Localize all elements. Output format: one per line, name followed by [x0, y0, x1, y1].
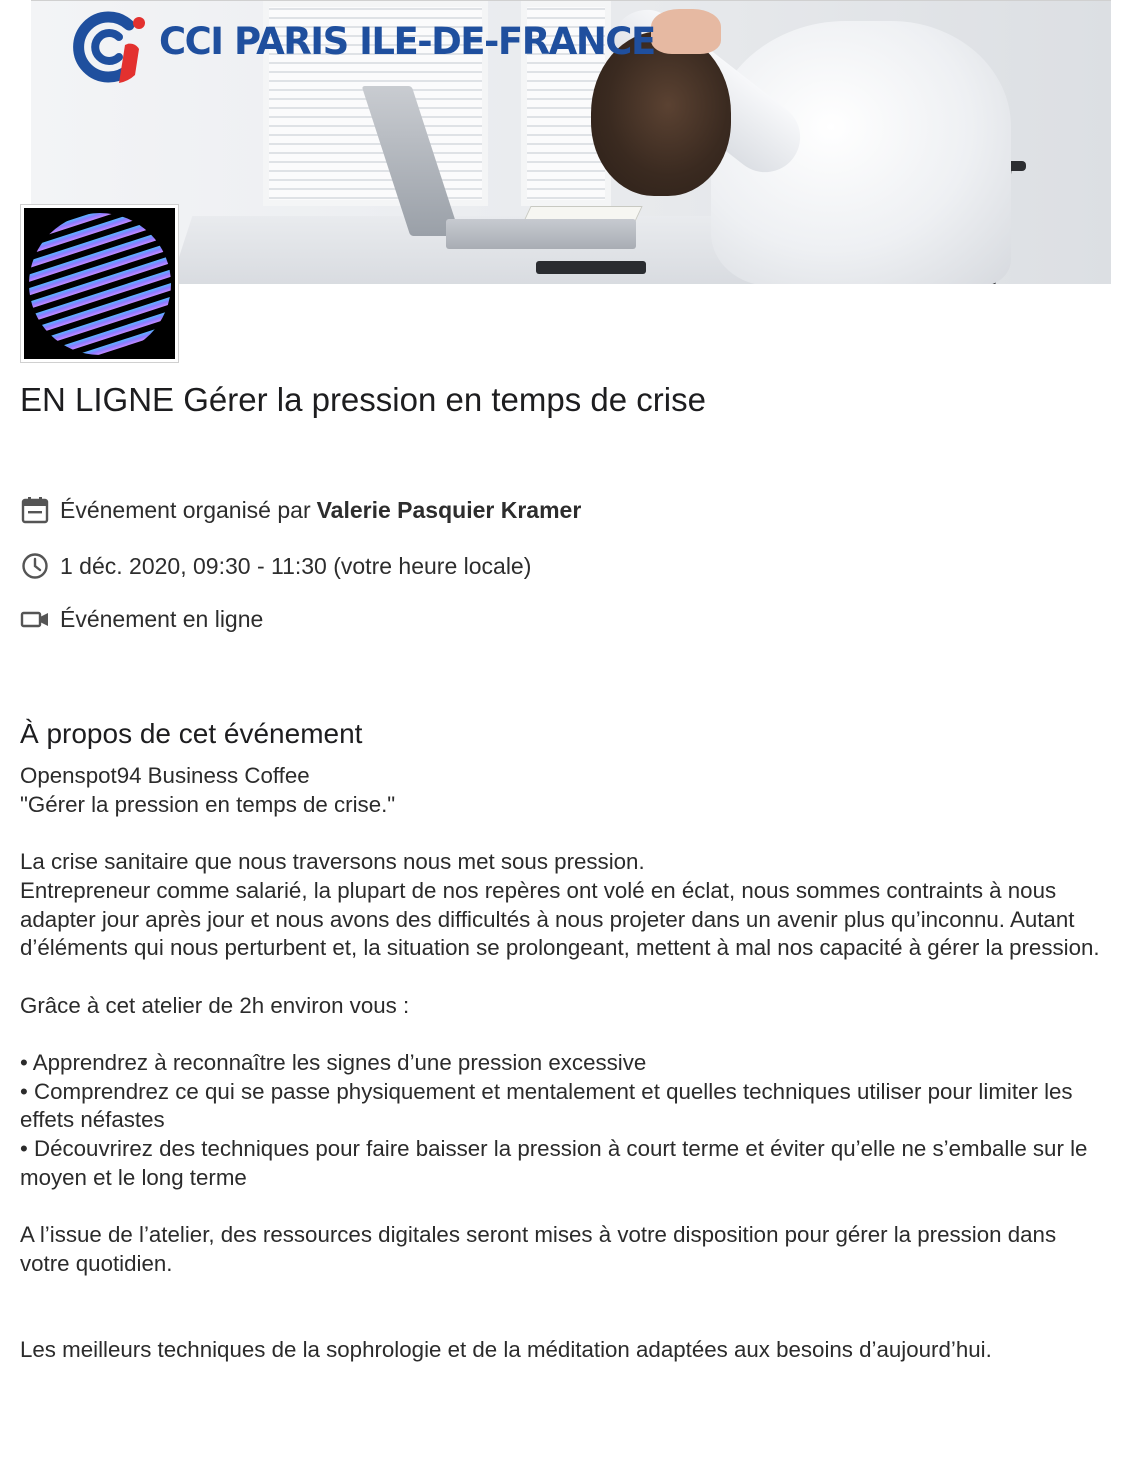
event-description	[20, 762, 1110, 1365]
calendar-icon	[20, 495, 50, 525]
event-banner-image	[31, 0, 1111, 284]
description-paragraph: Openspot94 Business Coffee "Gérer la pression en temps de crise."	[20, 763, 396, 817]
phone-decoration	[536, 261, 646, 274]
description-paragraph: Grâce à cet atelier de 2h environ vous :	[20, 992, 410, 1018]
cci-logo-text: CCI PARIS ILE-DE-FRANCE	[159, 20, 655, 63]
organizer-row	[20, 495, 581, 525]
organizer-prefix: Événement organisé par	[60, 496, 311, 523]
organizer-avatar[interactable]	[20, 204, 179, 363]
description-bullet-list: • Apprendrez à reconnaître les signes d’une pression excessive • Comprendrez ce qui se passe physiquement et mentalement et quelles techniques utiliser pour limiter les effets néfastes • Découvrirez des techniques pour faire baisser la pression à court terme et éviter qu’elle ne s’emballe sur le moyen et le long terme	[20, 1049, 1088, 1190]
description-paragraph: Les meilleurs techniques de la sophrologie et de la méditation adaptées aux besoins d’aujourd’hui.	[20, 1336, 992, 1362]
striped-circle-icon	[27, 211, 173, 357]
event-date-time: 1 déc. 2020, 09:30 - 11:30 (votre heure locale)	[60, 552, 532, 579]
about-heading: À propos de cet événement	[20, 718, 363, 749]
clock-icon	[20, 551, 50, 581]
laptop-base-decoration	[446, 219, 636, 249]
cci-logo-icon	[67, 5, 151, 89]
location-row	[20, 604, 263, 634]
person-hands-decoration	[651, 9, 721, 54]
avatar-image	[24, 208, 175, 359]
date-row	[20, 551, 531, 581]
event-location: Événement en ligne	[60, 605, 264, 632]
organizer-name-link[interactable]: Valerie Pasquier Kramer	[316, 496, 582, 523]
description-paragraph: La crise sanitaire que nous traversons nous met sous pression. Entrepreneur comme salarié, la plupart de nos repères ont volé en éclat, nous sommes contraints à nous adapter jour après jour et nous avons des difficultés à nous projeter dans un avenir plus qu’inconnu. Autant d’éléments qui nous perturbent et, la situation se prolongeant, mettent à mal nos capacité à gérer la pression.	[20, 849, 1100, 961]
event-title: EN LIGNE Gérer la pression en temps de crise	[20, 381, 706, 418]
description-paragraph: A l’issue de l’atelier, des ressources digitales seront mises à votre disposition pour gérer la pression dans votre quotidien.	[20, 1222, 1057, 1276]
video-camera-icon	[20, 604, 50, 634]
